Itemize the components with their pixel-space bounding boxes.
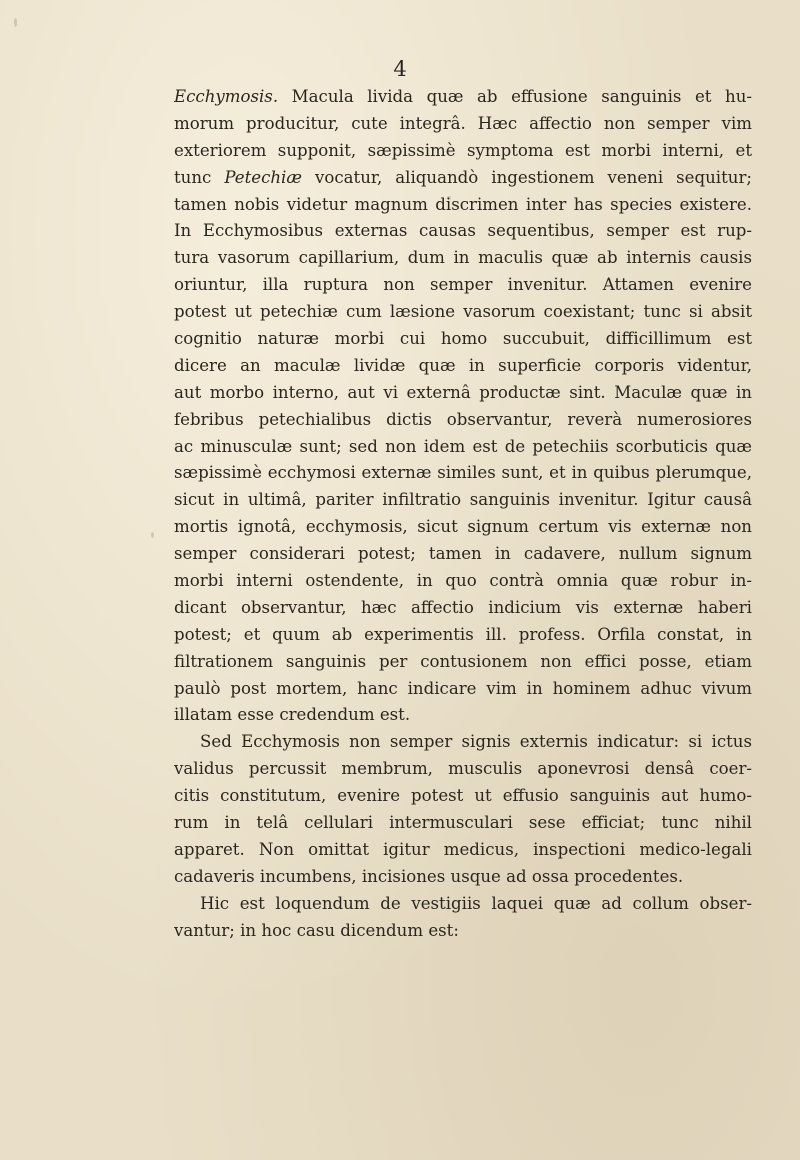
text-line: In Ecchymosibus externas causas sequentibus, semper est rup-: [174, 221, 752, 241]
text-line: sæpissimè ecchymosi externæ similes sunt, et in quibus plerumque,: [174, 463, 752, 483]
text-line: febribus petechialibus dictis observantur, reverà numerosiores: [174, 409, 752, 429]
text-line: potest ut petechiæ cum læsione vasorum coexistant; tunc si absit: [174, 302, 752, 322]
text-line: morum producitur, cute integrâ. Hæc affectio non semper vim: [174, 113, 752, 133]
text-line: vantur; in hoc casu dicendum est:: [174, 920, 459, 940]
text-line: tamen nobis videtur magnum discrimen inter has species existere.: [174, 194, 752, 214]
text-line: filtrationem sanguinis per contusionem non effici posse, etiam: [174, 651, 752, 671]
page-number: 4: [393, 57, 407, 81]
text-line: Ecchymosis. Macula livida quæ ab effusione sanguinis et hu-: [174, 87, 752, 106]
text-line: exteriorem supponit, sæpissimè symptoma est morbi interni, et: [174, 140, 752, 160]
text-line: apparet. Non omittat igitur medicus, inspectioni medico-legali: [174, 839, 752, 859]
text-line: cadaveris incumbens, incisiones usque ad ossa procedentes.: [174, 866, 684, 886]
text-line: cognitio naturæ morbi cui homo succubuit, difficillimum est: [174, 329, 752, 349]
text-line: tura vasorum capillarium, dum in maculis quæ ab internis causis: [174, 248, 752, 268]
text-line: paulò post mortem, hanc indicare vim in hominem adhuc vivum: [174, 678, 752, 698]
text-line: semper considerari potest; tamen in cadavere, nullum signum: [174, 544, 752, 564]
text-line: illatam esse credendum est.: [174, 705, 411, 725]
text-line: sicut in ultimâ, pariter infiltratio sanguinis invenitur. Igitur causâ: [174, 490, 752, 510]
text-line: ac minusculæ sunt; sed non idem est de petechiis scorbuticis quæ: [174, 436, 752, 456]
text-line: oriuntur, illa ruptura non semper invenitur. Attamen evenire: [174, 275, 752, 295]
paper-speck: [151, 532, 154, 538]
text-line: tunc Petechiæ vocatur, aliquandò ingestionem veneni sequitur;: [174, 167, 752, 187]
text-line: Sed Ecchymosis non semper signis externis indicatur: si ictus: [200, 732, 752, 752]
paper-speck: [14, 18, 17, 27]
text-line: validus percussit membrum, musculis aponevrosi densâ coer-: [174, 759, 752, 779]
text-line: mortis ignotâ, ecchymosis, sicut signum certum vis externæ non: [174, 517, 752, 537]
text-line: morbi interni ostendente, in quo contrà omnia quæ robur in-: [174, 571, 752, 591]
text-line: potest; et quum ab experimentis ill. profess. Orfila constat, in: [174, 624, 752, 644]
text-line: dicere an maculæ lividæ quæ in superficie corporis videntur,: [174, 355, 752, 375]
text-line: dicant observantur, hæc affectio indicium vis externæ haberi: [174, 597, 752, 617]
text-line: citis constitutum, evenire potest ut effusio sanguinis aut humo-: [174, 786, 752, 806]
body-text: [174, 84, 752, 945]
text-line: rum in telâ cellulari intermusculari sese efficiat; tunc nihil: [174, 813, 752, 833]
text-line: Hic est loquendum de vestigiis laquei quæ ad collum obser-: [200, 893, 752, 913]
text-line: aut morbo interno, aut vi externâ productæ sint. Maculæ quæ in: [174, 382, 752, 402]
